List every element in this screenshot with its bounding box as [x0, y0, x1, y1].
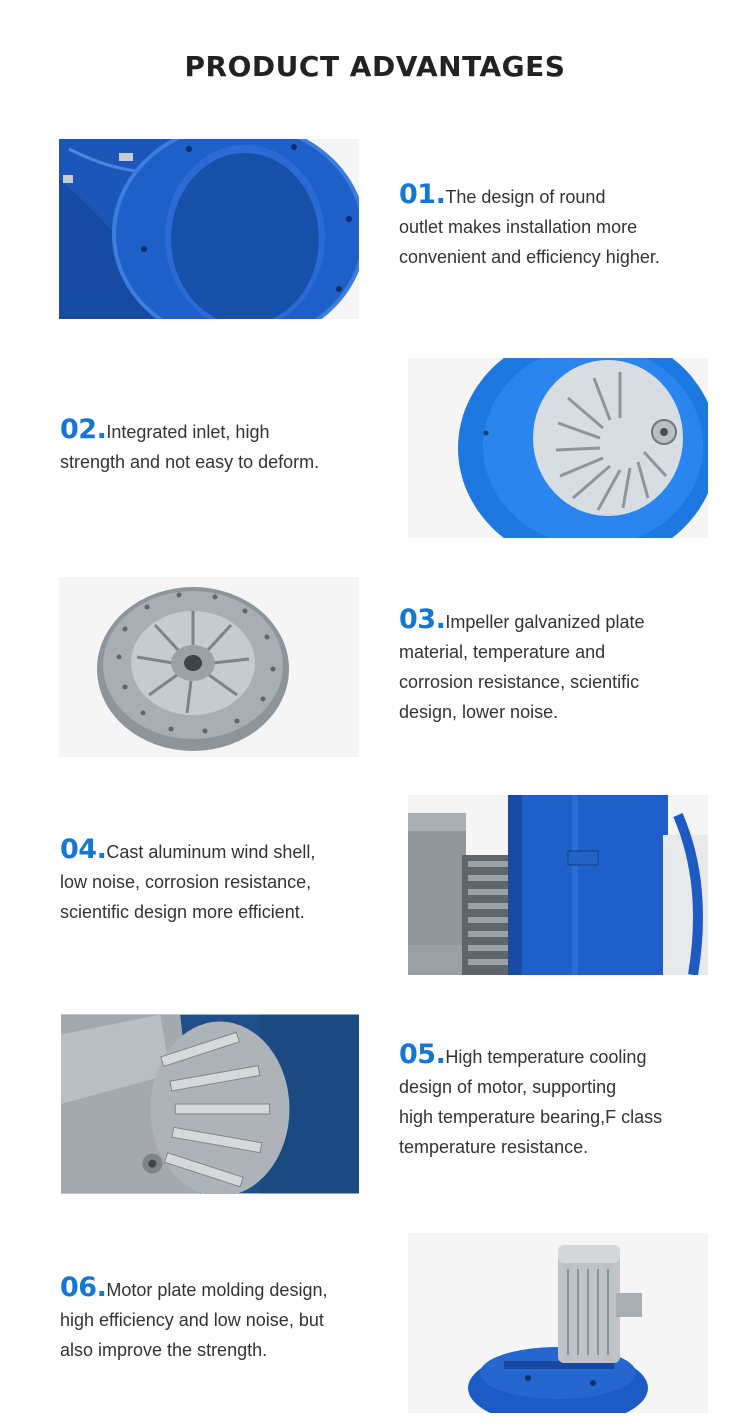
- item-number: 01.: [399, 179, 446, 210]
- page-title: PRODUCT ADVANTAGES: [184, 50, 566, 83]
- item-number: 04.: [60, 834, 107, 865]
- impeller-photo: [59, 577, 359, 757]
- item-text-line: scientific design more efficient.: [60, 902, 305, 922]
- item-text-line: The design of round: [445, 187, 606, 207]
- item-text-line: high efficiency and low noise, but: [60, 1310, 324, 1330]
- integrated-inlet-photo: [408, 358, 708, 538]
- item-text-line: Cast aluminum wind shell,: [106, 842, 316, 862]
- item-text-line: design of motor, supporting: [399, 1077, 617, 1097]
- advantage-item-02: [60, 415, 319, 477]
- item-number: 06.: [60, 1272, 107, 1303]
- motor-cooling-photo: [61, 1014, 359, 1194]
- item-number: 03.: [399, 604, 446, 635]
- item-number: 02.: [60, 414, 107, 445]
- item-text-line: strength and not easy to deform.: [60, 452, 320, 472]
- item-text-line: outlet makes installation more: [399, 217, 638, 237]
- item-text-line: Impeller galvanized plate: [445, 612, 645, 632]
- advantage-item-03: [399, 605, 644, 727]
- advantage-item-04: [60, 835, 315, 927]
- item-text-line: high temperature bearing,F class: [399, 1107, 663, 1127]
- motor-plate-photo: [408, 1233, 708, 1413]
- item-text-line: low noise, corrosion resistance,: [60, 872, 312, 892]
- item-text-line: corrosion resistance, scientific: [399, 672, 640, 692]
- item-text-line: convenient and efficiency higher.: [399, 247, 660, 267]
- item-text-line: Motor plate molding design,: [106, 1280, 328, 1300]
- item-text-line: also improve the strength.: [60, 1340, 268, 1360]
- round-outlet-photo: [59, 139, 359, 319]
- item-text-line: High temperature cooling: [445, 1047, 647, 1067]
- item-text-line: material, temperature and: [399, 642, 606, 662]
- advantage-item-01: [399, 180, 660, 272]
- item-text-line: Integrated inlet, high: [106, 422, 270, 442]
- item-text-line: temperature resistance.: [399, 1137, 589, 1157]
- advantage-item-05: [399, 1040, 662, 1162]
- item-number: 05.: [399, 1039, 446, 1070]
- item-text-line: design, lower noise.: [399, 702, 559, 722]
- wind-shell-photo: [408, 795, 708, 975]
- advantage-item-06: [60, 1273, 327, 1365]
